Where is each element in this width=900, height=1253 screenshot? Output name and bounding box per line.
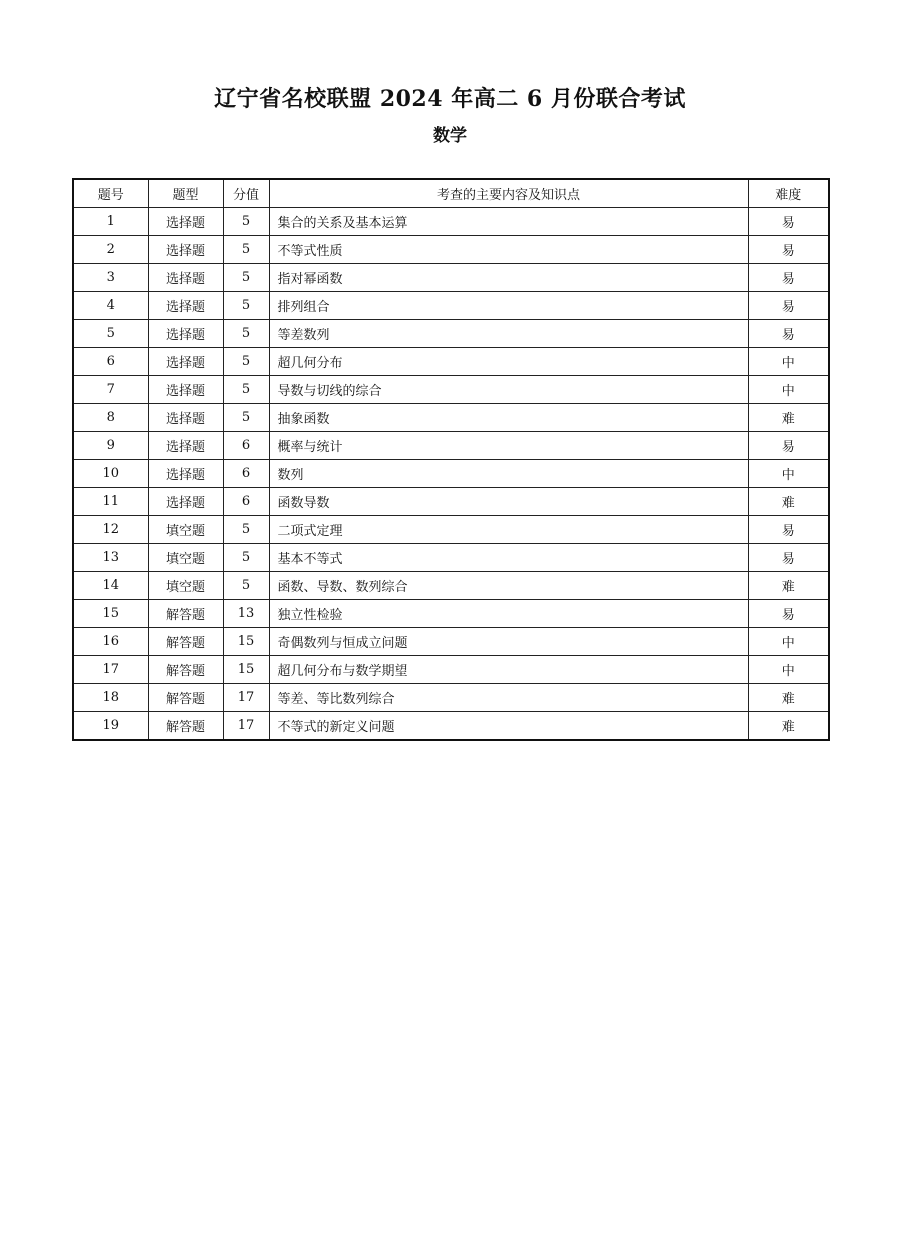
content-cell: 函数、导数、数列综合 bbox=[269, 572, 748, 600]
column-header-question-number: 题号 bbox=[73, 179, 148, 208]
question-number-cell: 15 bbox=[73, 600, 148, 628]
difficulty-cell: 易 bbox=[748, 208, 829, 236]
table-row bbox=[73, 600, 829, 628]
subject-heading: 数学 bbox=[433, 126, 467, 146]
question-number-cell: 14 bbox=[73, 572, 148, 600]
content-cell: 奇偶数列与恒成立问题 bbox=[269, 628, 748, 656]
difficulty-cell: 易 bbox=[748, 516, 829, 544]
exam-spec-table bbox=[72, 178, 830, 741]
score-cell: 5 bbox=[223, 264, 269, 292]
content-cell: 超几何分布 bbox=[269, 348, 748, 376]
question-number-cell: 9 bbox=[73, 432, 148, 460]
question-type-cell: 解答题 bbox=[148, 656, 223, 684]
question-number-cell: 10 bbox=[73, 460, 148, 488]
table-row bbox=[73, 376, 829, 404]
question-type-cell: 选择题 bbox=[148, 404, 223, 432]
content-cell: 概率与统计 bbox=[269, 432, 748, 460]
score-cell: 5 bbox=[223, 516, 269, 544]
question-type-cell: 解答题 bbox=[148, 600, 223, 628]
question-type-cell: 填空题 bbox=[148, 544, 223, 572]
difficulty-cell: 难 bbox=[748, 684, 829, 712]
content-cell: 不等式性质 bbox=[269, 236, 748, 264]
table-row bbox=[73, 208, 829, 236]
question-number-cell: 16 bbox=[73, 628, 148, 656]
table-row bbox=[73, 684, 829, 712]
content-cell: 超几何分布与数学期望 bbox=[269, 656, 748, 684]
difficulty-cell: 难 bbox=[748, 572, 829, 600]
difficulty-cell: 难 bbox=[748, 488, 829, 516]
question-number-cell: 1 bbox=[73, 208, 148, 236]
page-title: 辽宁省名校联盟 2024 年高二 6 月份联合考试 bbox=[214, 86, 686, 112]
question-type-cell: 解答题 bbox=[148, 684, 223, 712]
question-type-cell: 选择题 bbox=[148, 320, 223, 348]
difficulty-cell: 难 bbox=[748, 712, 829, 741]
score-cell: 5 bbox=[223, 292, 269, 320]
score-cell: 5 bbox=[223, 376, 269, 404]
question-type-cell: 填空题 bbox=[148, 516, 223, 544]
difficulty-cell: 易 bbox=[748, 544, 829, 572]
score-cell: 5 bbox=[223, 544, 269, 572]
table-header-row bbox=[73, 179, 829, 208]
question-number-cell: 11 bbox=[73, 488, 148, 516]
question-number-cell: 2 bbox=[73, 236, 148, 264]
column-header-score: 分值 bbox=[223, 179, 269, 208]
question-number-cell: 3 bbox=[73, 264, 148, 292]
question-number-cell: 18 bbox=[73, 684, 148, 712]
score-cell: 17 bbox=[223, 684, 269, 712]
question-type-cell: 选择题 bbox=[148, 264, 223, 292]
difficulty-cell: 难 bbox=[748, 404, 829, 432]
table-row bbox=[73, 516, 829, 544]
content-cell: 不等式的新定义问题 bbox=[269, 712, 748, 741]
score-cell: 6 bbox=[223, 460, 269, 488]
question-type-cell: 选择题 bbox=[148, 488, 223, 516]
table-row bbox=[73, 292, 829, 320]
difficulty-cell: 易 bbox=[748, 432, 829, 460]
content-cell: 独立性检验 bbox=[269, 600, 748, 628]
content-cell: 集合的关系及基本运算 bbox=[269, 208, 748, 236]
score-cell: 5 bbox=[223, 348, 269, 376]
question-number-cell: 17 bbox=[73, 656, 148, 684]
difficulty-cell: 易 bbox=[748, 264, 829, 292]
score-cell: 5 bbox=[223, 572, 269, 600]
score-cell: 13 bbox=[223, 600, 269, 628]
table-row bbox=[73, 236, 829, 264]
score-cell: 17 bbox=[223, 712, 269, 741]
question-number-cell: 5 bbox=[73, 320, 148, 348]
difficulty-cell: 易 bbox=[748, 292, 829, 320]
score-cell: 5 bbox=[223, 404, 269, 432]
difficulty-cell: 易 bbox=[748, 320, 829, 348]
content-cell: 抽象函数 bbox=[269, 404, 748, 432]
column-header-content: 考查的主要内容及知识点 bbox=[269, 179, 748, 208]
question-type-cell: 解答题 bbox=[148, 712, 223, 741]
table-body bbox=[73, 208, 829, 741]
difficulty-cell: 易 bbox=[748, 236, 829, 264]
content-cell: 等差、等比数列综合 bbox=[269, 684, 748, 712]
score-cell: 5 bbox=[223, 208, 269, 236]
question-type-cell: 选择题 bbox=[148, 348, 223, 376]
content-cell: 等差数列 bbox=[269, 320, 748, 348]
content-cell: 导数与切线的综合 bbox=[269, 376, 748, 404]
table-row bbox=[73, 712, 829, 741]
column-header-difficulty: 难度 bbox=[748, 179, 829, 208]
score-cell: 6 bbox=[223, 488, 269, 516]
question-type-cell: 选择题 bbox=[148, 208, 223, 236]
question-number-cell: 12 bbox=[73, 516, 148, 544]
difficulty-cell: 中 bbox=[748, 628, 829, 656]
question-type-cell: 填空题 bbox=[148, 572, 223, 600]
question-type-cell: 选择题 bbox=[148, 292, 223, 320]
table-row bbox=[73, 432, 829, 460]
content-cell: 排列组合 bbox=[269, 292, 748, 320]
question-number-cell: 6 bbox=[73, 348, 148, 376]
question-number-cell: 4 bbox=[73, 292, 148, 320]
table-row bbox=[73, 404, 829, 432]
difficulty-cell: 中 bbox=[748, 460, 829, 488]
table-row bbox=[73, 264, 829, 292]
content-cell: 二项式定理 bbox=[269, 516, 748, 544]
difficulty-cell: 中 bbox=[748, 656, 829, 684]
content-cell: 数列 bbox=[269, 460, 748, 488]
table-row bbox=[73, 544, 829, 572]
question-number-cell: 13 bbox=[73, 544, 148, 572]
table-row bbox=[73, 320, 829, 348]
table-row bbox=[73, 460, 829, 488]
question-number-cell: 8 bbox=[73, 404, 148, 432]
column-header-question-type: 题型 bbox=[148, 179, 223, 208]
table-row bbox=[73, 488, 829, 516]
question-type-cell: 选择题 bbox=[148, 376, 223, 404]
content-cell: 基本不等式 bbox=[269, 544, 748, 572]
question-type-cell: 选择题 bbox=[148, 460, 223, 488]
score-cell: 15 bbox=[223, 628, 269, 656]
content-cell: 指对幂函数 bbox=[269, 264, 748, 292]
difficulty-cell: 中 bbox=[748, 348, 829, 376]
difficulty-cell: 易 bbox=[748, 600, 829, 628]
table-row bbox=[73, 572, 829, 600]
score-cell: 5 bbox=[223, 320, 269, 348]
question-type-cell: 解答题 bbox=[148, 628, 223, 656]
question-type-cell: 选择题 bbox=[148, 236, 223, 264]
table-row bbox=[73, 348, 829, 376]
question-number-cell: 7 bbox=[73, 376, 148, 404]
table-row bbox=[73, 656, 829, 684]
difficulty-cell: 中 bbox=[748, 376, 829, 404]
table-row bbox=[73, 628, 829, 656]
score-cell: 5 bbox=[223, 236, 269, 264]
score-cell: 15 bbox=[223, 656, 269, 684]
content-cell: 函数导数 bbox=[269, 488, 748, 516]
question-number-cell: 19 bbox=[73, 712, 148, 741]
score-cell: 6 bbox=[223, 432, 269, 460]
question-type-cell: 选择题 bbox=[148, 432, 223, 460]
